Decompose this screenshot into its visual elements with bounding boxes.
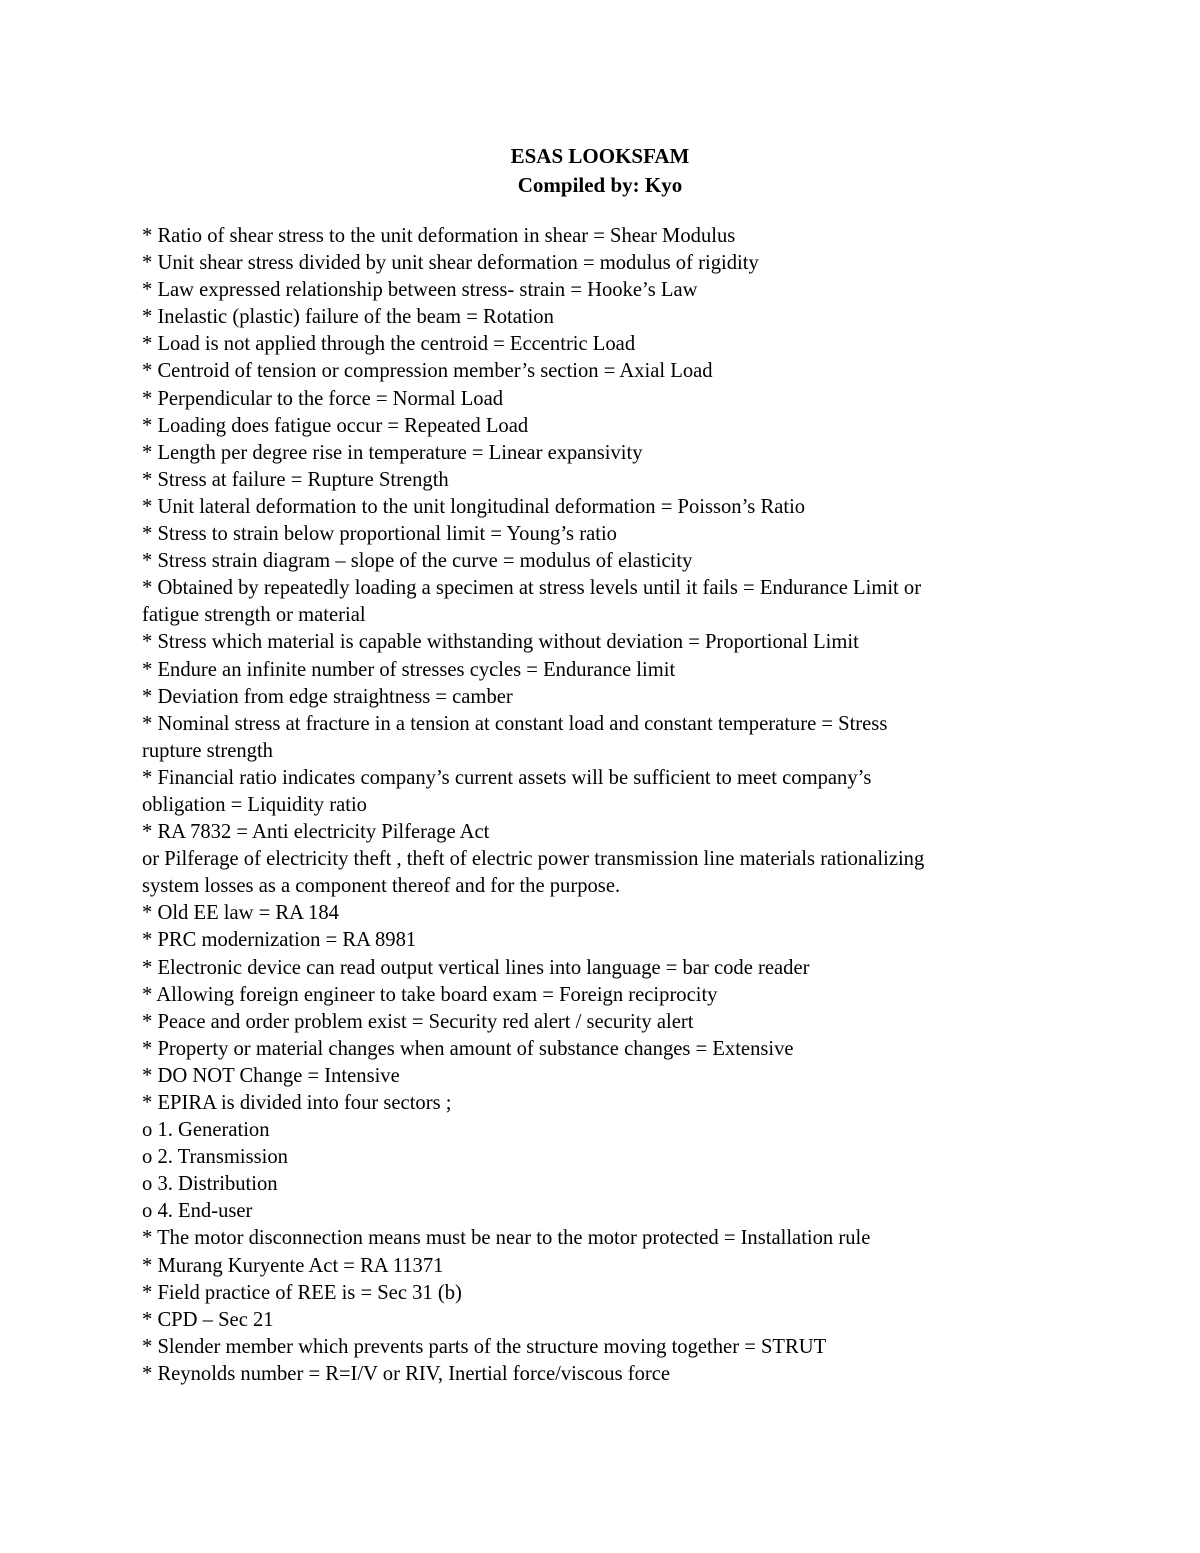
text-line: * Old EE law = RA 184 (142, 902, 339, 925)
text-line: * DO NOT Change = Intensive (142, 1064, 400, 1087)
text-line: * Slender member which prevents parts of the structure moving together = STRUT (142, 1335, 827, 1358)
text-line: * Stress which material is capable withstanding without deviation = Proportional Limit (142, 631, 859, 654)
text-line: * Inelastic (plastic) failure of the beam = Rotation (142, 306, 554, 329)
text-line: * Unit lateral deformation to the unit longitudinal deformation = Poisson’s Ratio (142, 495, 806, 518)
text-line: * RA 7832 = Anti electricity Pilferage Act (142, 821, 490, 844)
text-line: o 3. Distribution (142, 1173, 278, 1196)
text-line: * Loading does fatigue occur = Repeated Load (142, 414, 529, 437)
text-line: * Length per degree rise in temperature = Linear expansivity (142, 441, 643, 464)
text-line: obligation = Liquidity ratio (142, 793, 367, 816)
text-line: * Ratio of shear stress to the unit deformation in shear = Shear Modulus (142, 225, 736, 247)
text-line: o 4. End-user (142, 1200, 253, 1223)
text-line: * EPIRA is divided into four sectors ; (142, 1092, 452, 1114)
text-line: * Obtained by repeatedly loading a specimen at stress levels until it fails = Endurance Limit or (142, 577, 922, 600)
text-line: * Stress to strain below proportional limit = Young’s ratio (142, 523, 617, 546)
text-line: * Property or material changes when amount of substance changes = Extensive (142, 1037, 794, 1060)
text-line: * Stress strain diagram – slope of the curve = modulus of elasticity (142, 550, 693, 573)
text-line: fatigue strength or material (142, 604, 366, 627)
text-line: * Financial ratio indicates company’s current assets will be sufficient to meet company’s (142, 766, 872, 789)
text-line: * Endure an infinite number of stresses cycles = Endurance limit (142, 658, 676, 681)
document-body (142, 223, 1062, 1388)
text-line: * Stress at failure = Rupture Strength (142, 468, 449, 491)
text-line: * Law expressed relationship between stress- strain = Hooke’s Law (142, 279, 698, 302)
text-line: o 1. Generation (142, 1119, 270, 1142)
text-line: * The motor disconnection means must be near to the motor protected = Installation rule (142, 1227, 871, 1250)
text-line: * Allowing foreign engineer to take board exam = Foreign reciprocity (142, 983, 718, 1006)
document-author: Compiled by: Kyo (517, 173, 683, 197)
text-line: * Field practice of REE is = Sec 31 (b) (142, 1281, 462, 1304)
text-line: * Perpendicular to the force = Normal Load (142, 387, 504, 410)
text-line: * Centroid of tension or compression member’s section = Axial Load (142, 360, 713, 383)
text-line: * Electronic device can read output vertical lines into language = bar code reader (142, 956, 810, 979)
text-line: * Peace and order problem exist = Security red alert / security alert (142, 1010, 694, 1033)
text-line: * Reynolds number = R=I/V or RIV, Inertial force/viscous force (142, 1362, 671, 1385)
text-line: * Unit shear stress divided by unit shear deformation = modulus of rigidity (142, 252, 759, 275)
text-line: * Load is not applied through the centroid = Eccentric Load (142, 333, 636, 356)
text-line: system losses as a component thereof and for the purpose. (142, 875, 621, 898)
text-line: * Nominal stress at fracture in a tension at constant load and constant temperature = Stress (142, 712, 888, 735)
text-line: * Murang Kuryente Act = RA 11371 (142, 1254, 444, 1277)
text-line: * PRC modernization = RA 8981 (142, 929, 417, 952)
text-line: rupture strength (142, 739, 273, 762)
title-block (0, 142, 1200, 200)
text-line: or Pilferage of electricity theft , theft of electric power transmission line materials rationalizing (142, 848, 925, 871)
text-line: * CPD – Sec 21 (142, 1308, 274, 1331)
text-line: * Deviation from edge straightness = camber (142, 685, 513, 708)
text-line: o 2. Transmission (142, 1146, 288, 1169)
document-title: ESAS LOOKSFAM (510, 144, 690, 168)
